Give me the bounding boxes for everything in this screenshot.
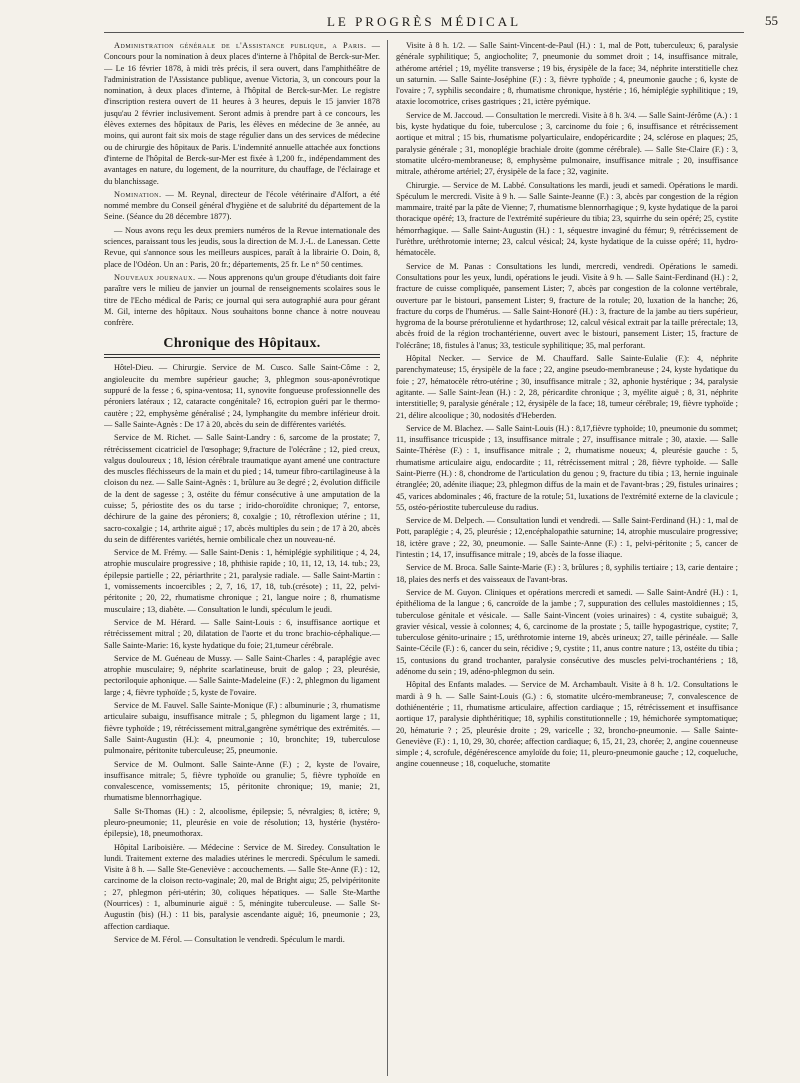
notice-heading: Nomination. [114, 189, 162, 199]
chronicle-entry: Service de M. Richet. — Salle Saint-Landry : 6, sarcome de la prostate; 7, rétrécissement cicatriciel de l'œsophage; 9,fracture de l'olécrâne ; 12, pied creux, valgus douloureux ; 18, lésion cérébrale traumatique ayant amené une contracture des muscles fléchisseurs de la main et du pied ; 14, tumeur fibro-cartilagineuse à la cloison du nez. — Salle Saint-Agnès : 1, brûlure au 3e degré ; 2, évolution difficile de la dent de sagesse ; 3, ostéite du fémur consécutive à une amputation de la cuisse; 5, périostite des os du tarse ; irido-choroïdite chronique; 7, entorse, déchirure de la gaine des péroniers; 8, coxalgie ; 10, rétroflexion utérine ; 11, sacro-coxalgie ; 14, arthrite aiguë ; 17, abcès multiples du sein ; de 17 à 20, abcès du sein de différentes variétés, hernie ombilicale chez un nouveau-né. [104, 433, 380, 544]
section-rule [104, 354, 380, 358]
notice-text: — Nous apprenons qu'un groupe d'étudiants doit faire paraître vers le milieu de janvier un journal de renseignements scolaires sous le titre de l'Echo médical de Paris; ce journal qui sera autographié aura pour gérant M. Gil, interne des hôpitaux. Nous souhaitons bonne chance à notre nouveau confrère. [104, 272, 380, 328]
page-number: 55 [765, 13, 778, 28]
chronicle-entry: Chirurgie. — Service de M. Labbé. Consultations les mardi, jeudi et samedi. Opérations le mardi. Spéculum le mercredi. Visite à 9 h. — Salle Sainte-Jeanne (F.) : 3, abcès par congestion de la région mammaire, traité par la pâte de Vienne; 7, rhumatisme blennorrhagique ; 9, kyste hydatique de la paroi thoracique opéré; 13, fracture de l'extrémité supérieure du tibia; 23, squirrhe du sein opéré; 25, cystite hémorrhagique. — Salle Saint-Augustin (H.) : 1, séquestre invaginé du fémur; 9, rétrécissement de l'urèthre, uréthrotomie interne; 23, calcul vésical; 24, kyste hydatique de la cuisse opéré; 11, hydro-hématocèle. [396, 180, 738, 258]
page-header [104, 10, 778, 33]
chronicle-entry: Service de M. Fauvel. Salle Sainte-Monique (F.) : albuminurie ; 3, rhumatisme articulaire subaigu, insuffisance mitrale ; 5, phlegmon du ligament large ; 11, fièvre typhoïde ; 19, rétrécissement mitral,gangrène symétrique des extrémités. — Salle Saint-Augustin (H.): 4, pneumonie ; 10, bronchite; 19, tuberculose pulmonaire, péritonite tuberculeuse; 25, pneumonie. [104, 701, 380, 756]
chronicle-entry: Service de M. Broca. Salle Sainte-Marie (F.) : 3, brûlures ; 8, syphilis tertiaire ; 13, carie dentaire ; 18, plaies des nerfs et des vaisseaux de l'avant-bras. [396, 563, 738, 584]
left-column [104, 40, 380, 1076]
notice-revue: — Nous avons reçu les deux premiers numéros de la Revue internationale des sciences, paraissant tous les jeudis, sous la direction de M. J.-L. de Lanessan. Cette Revue, qui s'annonce sous les meilleurs auspices, paraît à la librairie O. Doin, 8, place de l'Odéon. Un an : Paris, 20 fr.; départements, 25 fr. Le n° 50 centimes. [104, 225, 380, 269]
chronicle-entry: Hôpital Lariboisière. — Médecine : Service de M. Siredey. Consultation le lundi. Traitement externe des maladies utérines le mercredi. Spéculum le samedi. Visite à 8 h. — Salle Ste-Geneviève : accouchements. — Salle Ste-Anne (F.) : 12, carcinome de la cloison recto-vaginale; 20, mal de Bright aigu; 25, pelvipéritonite ; 27, phlegmon péri-utérin; 30, coliques hépatiques. — Salle Ste-Marthe (Nourrices) : 1, albuminurie aiguë : 5, méningite tuberculeuse. — Salle St-Augustin (bis) (H.) : 11 bis, paralysie ascendante aiguë; 16, pneumonie ; 23, affection cardiaque. [104, 842, 380, 931]
notice-heading: Nouveaux journaux. [114, 272, 196, 282]
chronicle-entry: Hôpital Necker. — Service de M. Chauffard. Salle Sainte-Eulalie (F.): 4, néphrite parenchymateuse; 15, érysipèle de la face ; 22, angine pseudo-membraneuse ; 24, kyste hydatique du foie ; 27, hématocèle rétro-utérine ; 30, insuffisance mitrale ; 32, aphonie hystérique ; 34, paralysie agitante. — Salle Saint-Jean (H.) : 2, 28, péricardite chronique ; 3, myélite aiguë ; 8, 31, néphrite interstitielle; 9, paralysie générale ; 12, érysipèle de la face; 18, tumeur cérébrale; 19, fièvre typhoïde ; 21, délire alcoolique ; 30, nodosités d'Heberden. [396, 354, 738, 420]
chronicle-entry: Service de M. Delpech. — Consultation lundi et vendredi. — Salle Saint-Ferdinand (H.) : 1, mal de Pott, paraplégie ; 4, 25, pleurésie ; 12,encéphalopathie saturnine; 14, atrophie musculaire progressive; 18, ictère grave ; 22, 30, pneumonie. — Salle Sainte-Anne (F.) : 1, pelvi-péritonite ; 5, cancer de l'intestin ; 14, 17, insuffisance mitrale ; 19, abcès de la fosse iliaque. [396, 516, 738, 560]
chronicle-entry: Hôtel-Dieu. — Chirurgie. Service de M. Cusco. Salle Saint-Côme : 2, angioleucite du membre supérieur gauche; 3, phlegmon sous-aponévrotique suppuré de la fesse ; 6, spina-ventosa; 11, synovite fongueuse professionnelle des péroniers latéraux ; 12, cataracte congénitale? 16, ectropion guéri par le thermo-cautère ; 22, emphysème généralisé ; 24, lymphangite du membre inférieur droit. — Salle Sainte-Agnès : De 17 à 20, abcès du sein de différentes variétés. [104, 363, 380, 429]
chronicle-entry: Service de M. Guéneau de Mussy. — Salle Saint-Charles : 4, paraplégie avec atrophie musculaire; 9, néphrite scarlatineuse, bruit de galop ; 23, pleurésie, pectoriloquie aphonique. — Salle Sainte-Madeleine (F.) : 2, phlegmon du ligament large ; 4, fièvre typhoïde ; 5, kyste de l'ovaire. [104, 653, 380, 697]
chronicle-entry: Service de M. Blachez. — Salle Saint-Louis (H.) : 8,17,fièvre typhoïde; 10, pneumonie du sommet; 11, insuffisance tricuspide ; 13, insuffisance mitrale ; 27, insuffisance mitrale ; 30, ataxie. — Salle Sainte-Thérèse (F.) : 1, insuffisance mitrale ; 2, rhumatisme noueux; 4, pleurésie gauche : 5, rhumatisme articulaire aigu, endocardite ; 11, rétrécissement mitral ; 28, fièvre typhoïde. — Salle Saint-Pierre (H.) : 8, chondrome de l'articulation du genou ; 9, fracture du tibia ; 13, hernie inguinale étranglée; 20, adénite iliaque; 23, phlegmon diffus de la main et de l'avant-bras ; 29, fistules urinaires ; 45, varices abdominales ; 46, fracture de la rotule; 51, luxations de l'extrémité externe de la clavicule ; 55, ostéo-périostite tuberculeuse du radius. [396, 423, 738, 512]
chronicle-entry: Service de M. Férol. — Consultation le vendredi. Spéculum le mardi. [114, 934, 345, 944]
notice-journaux [104, 272, 380, 328]
chronicle-entry: Service de M. Oulmont. Salle Sainte-Anne (F.) ; 2, kyste de l'ovaire, insuffisance mitrale; 5, fièvre typhoïde ou granulie; 5, fièvre typhoïde en convalescence, vomissements; 15, péritonite chronique; 19, manie; 21, rhumatisme blennorrhagique. [104, 759, 380, 803]
section-title: Chronique des Hôpitaux. [163, 336, 321, 352]
chronicle-entry: Service de M. Frémy. — Salle Saint-Denis : 1, hémiplégie syphilitique ; 4, 24, atrophie musculaire progressive ; 18, phthisie rapide ; 10, 11, 12, 13, 14. tub.; 23, épilepsie partielle ; 22, périarthrite ; 21, paralysie radiale. — Salle Saint-Martin : 1, vomissements incoercibles ; 2, 7, 16, 17, 18, tub.(crésote) ; 11, 22, pelvi-péritonite ; 20, 22, rhumatisme chronique ; 21, langue noire ; 8, rhumatisme musculaire ; 13, diabète. — Consultation le lundi, spéculum le jeudi. [104, 548, 380, 614]
chronicle-entry: Service de M. Panas : Consultations les lundi, mercredi, vendredi. Opérations le samedi. Consultations pour les yeux, lundi, opérations le jeudi. Visite à 9 h. — Salle Saint-Ferdinand (H.) : 2, fracture de cuisse compliquée, pansement Lister; 7, abcès par congestion de la colonne vertébrale, ouverture par le bistouri, pansement Lister; 9, fracture de la rotule; 20, luxation de la hanche; 26, fracture du corps de l'humérus. — Salle Saint-Honoré (H.) : 3, fracture de la jambe au tiers supérieur, hygroma de la bourse prérotulienne et hydarthrose; 12, calcul vésical extrait par la taille prérectale; 13, abcès froid de la région trochantérienne, ouvert avec le bistouri, pansement Lister; 15, fracture de l'olécrâne; 18, fistules à l'anus; 33, testicule syphilitique; 35, mal perforant. [396, 261, 738, 350]
right-column [396, 40, 738, 1076]
notice-text: — Concours pour la nomination à deux places d'interne à l'hôpital de Berck-sur-Mer. — Le 16 février 1878, à midi très précis, il sera ouvert, dans l'amphithéâtre de l'administration de l'Assistance publique, avenue Victoria, 3, un concours pour la nomination, à deux places d'interne, à l'hôpital de Berck-sur-Mer. Le registre d'inscription restera ouvert de 11 heures à 3 heures, depuis le 15 janvier 1878 jusqu'au 2 février inclusivement. Seront admis à prendre part à ce concours, les élèves externes des hôpitaux de Paris, les élèves en médecine de 3e année, au moins, qui auront fait six mois de stage régulier dans un des services de médecine ou de chirurgie des hôpitaux de Paris. L'indemnité annuelle attachée aux fonctions d'interne de l'hôpital de Berck-sur-Mer est fixée à 1,200 fr., indépendamment des avantages en nature, du logement, de la nourriture, du chauffage, de l'éclairage et du blanchissage. [104, 41, 380, 186]
notice-assistance [104, 40, 380, 187]
running-title: LE PROGRÈS MÉDICAL [326, 14, 522, 29]
notice-heading: Administration générale de l'Assistance publique, a Paris. [114, 41, 367, 50]
chronicle-entry: Hôpital des Enfants malades. — Service de M. Archambault. Visite à 8 h. 1/2. Consultations le mardi à 9 h. — Salle Saint-Louis (G.) : 6, stomatite ulcéro-membraneuse; 7, convalescence de dothiénentérie ; 11, rhumatisme articulaire, affection cardiaque ; 15, rétrécissement et insuffisance aortique 17, paralysie diphthéritique; 18, syphilis constitutionnelle ; 19, hémichorée symptomatique; 20, hématurie ? ; 25, pleurésie droite ; 29, varicelle ; 32, broncho-pneumonie. — Salle Sainte-Geneviève (F.) : 1, 10, 29, 30, chorée; affection cardiaque; 6, 15, 21, 23, chorée; 2, angine couenneuse simple ; 4, scrofule, dégénérescence amyloïde du foie; 11, pleuro-pneumonie gauche ; 12, coqueluche, angine couenneuse ; 18, coqueluche, stomatite [396, 680, 738, 769]
column-divider [387, 40, 388, 1076]
notice-nomination [104, 189, 380, 223]
notice-text: — M. Reynal, directeur de l'école vétérinaire d'Alfort, a été nommé membre du Conseil général d'hygiène et de salubrité du département de la Seine. (Séance du 28 décembre 1877). [104, 189, 380, 222]
chronicle-entry: Service de M. Hérard. — Salle Saint-Louis : 6, insuffisance aortique et rétrécissement mitral ; 20, dilatation de l'aorte et du tronc brachio-céphalique.—Salle Sainte-Marie: 16, kyste hydatique du foie; 21,tumeur cérébrale. [104, 617, 380, 650]
chronicle-entry: Visite à 8 h. 1/2. — Salle Saint-Vincent-de-Paul (H.) : 1, mal de Pott, tuberculeux; 6, paralysie générale syphilitique; 5, angiocholite; 7, pneumonie du sommet droit ; 14, insuffisance mitrale, athérome artériel ; 19, myélite transverse ; 19 bis, érysipèle de la face; 34, néphrite interstitielle chez un saturnin. — Salle Sainte-Joséphine (F.) : 3, fièvre typhoïde ; 4, pneumonie gauche ; 6, kyste de l'ovaire ; 7, syphilis secondaire ; 8, rhumatisme chronique, hystérie ; 16, hémiplégie syphilitique ; 19, ataxie locomotrice, crises gastriques ; 21, ictère pyémique. [396, 41, 738, 107]
chronicle-entry: Service de M. Jaccoud. — Consultation le mercredi. Visite à 8 h. 3/4. — Salle Saint-Jérôme (A.) : 1 bis, kyste hydatique du foie, tuberculose ; 3, carcinome du foie ; 6, insuffisance et rétrécissement aortique et mitral ; 15 bis, rhumatisme polyarticulaire, endopéricardite ; 24, sclérose en plaques; 25, paralysie générale ; 31, monoplégie brachiale droite (gomme cérébrale). — Salle Ste-Claire (F.) : 3, stomatite ulcéro-membraneuse; 8, emphysème pulmonaire, insuffisance mitrale ; 20, insuffisance mitrale, athérome artériel; 27, érysipèle de la face ; 32, vaginite. [396, 110, 738, 177]
chronicle-entry: Salle St-Thomas (H.) : 2, alcoolisme, épilepsie; 5, névralgies; 8, ictère; 9, pleuro-pneumonie; 11, pleurésie en voie de résolution; 13, hystérie (hystéro-épilepsie), 18, pneumothorax. [104, 806, 380, 839]
chronicle-entry: Service de M. Guyon. Cliniques et opérations mercredi et samedi. — Salle Saint-André (H.) : 1, épithélioma de la langue ; 6, cancroïde de la jambe ; 7, suppuration des cellules mastoïdiennes ; 15, tuberculose génitale et vésicale. — Salle Saint-Vincent (voies urinaires) : 4, cystite subaiguë; 3, gravier vésical, vessie à colonnes; 4, 6, carcinome de la prostate ; 5, taille hypogastrique, cystite; 7, tuberculose génito-urinaire ; 15, uréthrotomie interne 19, abcès urineux; 27, taille périnéale. — Salle Sainte-Cécile (F.) : 6, cancer du sein, récidive ; 9, cystite ; 11, anus contre nature ; 13, ostéite du tibia ; 15, contusions du grand trochanter, paralysie consécutive des muscles pelvi-trochantériens ; 18, adénome du sein ; 19, adéno-phlegmon du sein. [396, 587, 738, 677]
